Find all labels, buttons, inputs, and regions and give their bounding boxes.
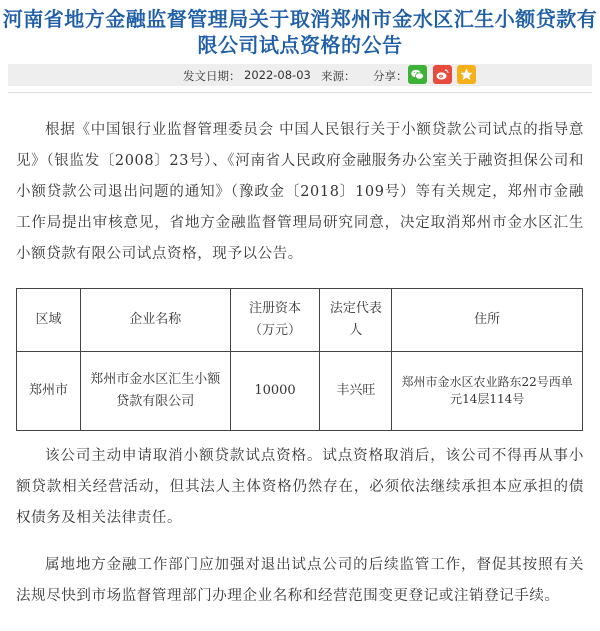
table-cell: 郑州市 bbox=[17, 352, 81, 431]
table-cell: 10000 bbox=[230, 352, 320, 431]
source-label: 来源： bbox=[321, 69, 356, 83]
date-value: 2022-08-03 bbox=[244, 68, 311, 82]
table-row bbox=[17, 352, 583, 431]
share-label: 分享： bbox=[373, 69, 408, 83]
table-cell: 郑州市金水区农业路东22号西单元14层114号 bbox=[392, 352, 583, 431]
paragraph-3: 属地地方金融工作部门应加强对退出试点公司的后续监管工作，督促其按照有关法规尽快到市场监督管理部门办理企业名称和经营范围变更登记或注销登记手续。 bbox=[16, 557, 584, 604]
table-header-cell: 住所 bbox=[392, 289, 583, 352]
table-header-cell: 区域 bbox=[17, 289, 81, 352]
table-header-cell: 注册资本（万元） bbox=[230, 289, 320, 352]
company-table bbox=[16, 288, 583, 431]
wechat-icon[interactable] bbox=[408, 65, 427, 84]
table-header-cell: 法定代表人 bbox=[320, 289, 392, 352]
page-title: 河南省地方金融监督管理局关于取消郑州市金水区汇生小额贷款有限公司试点资格的公告 bbox=[2, 7, 598, 57]
weibo-icon[interactable] bbox=[433, 65, 452, 84]
date-label: 发文日期： bbox=[183, 69, 241, 83]
qzone-icon[interactable] bbox=[457, 65, 476, 84]
paragraph-1: 根据《中国银行业监督管理委员会 中国人民银行关于小额贷款公司试点的指导意见》（银监发〔2008〕23号）、《河南省人民政府金融服务办公室关于融资担保公司和小额贷款公司退出问题的通知》（豫政金〔2018〕109号）等有关规定，郑州市金融工作局提出审核意见，省地方金融监督管理局研究同意，决定取消郑州市金水区汇生小额贷款有限公司试点资格，现予以公告。 bbox=[16, 122, 584, 262]
table-cell: 丰兴旺 bbox=[320, 352, 392, 431]
article-meta-bar bbox=[8, 64, 592, 86]
table-header-row bbox=[17, 289, 583, 352]
table-header-cell: 企业名称 bbox=[80, 289, 230, 352]
table-cell: 郑州市金水区汇生小额贷款有限公司 bbox=[80, 352, 230, 431]
paragraph-2: 该公司主动申请取消小额贷款试点资格。试点资格取消后，该公司不得再从事小额贷款相关经营活动，但其法人主体资格仍然存在，必须依法继续承担本应承担的债权债务及相关法律责任。 bbox=[16, 448, 584, 526]
header-divider bbox=[8, 92, 592, 93]
